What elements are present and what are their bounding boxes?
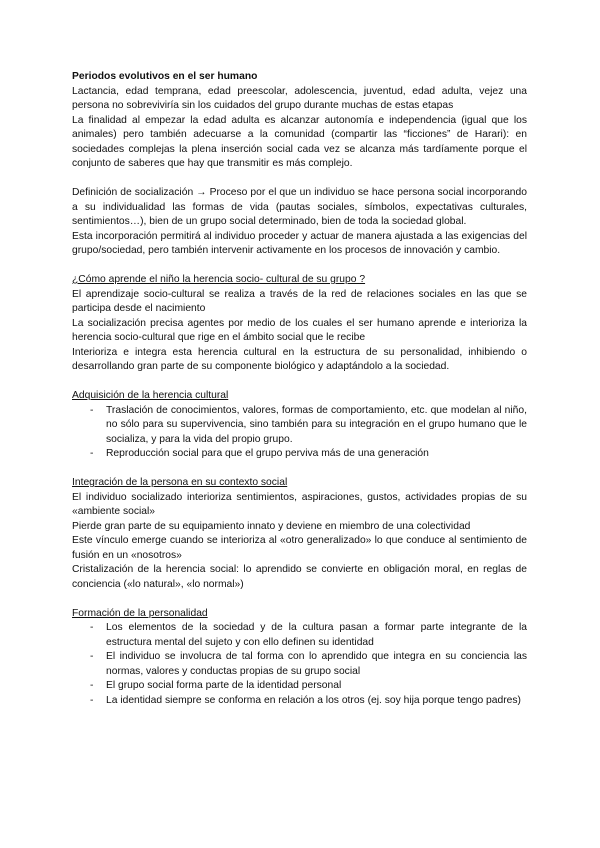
formacion-list: [72, 621, 527, 708]
paragraph: Pierde gran parte de su equipamiento innato y deviene en miembro de una colectividad: [72, 520, 471, 532]
section-title-periodos: Periodos evolutivos en el ser humano: [72, 71, 258, 82]
adquisicion-list: [72, 404, 527, 462]
list-item: - El grupo social forma parte de la identidad personal: [72, 679, 527, 694]
section-heading-integracion: Integración de la persona en su contexto social: [72, 477, 288, 488]
paragraph: Esta incorporación permitirá al individuo proceder y actuar de manera ajustada a las exigencias del grupo/sociedad, pero también intervenir activamente en los procesos de innovación y cambio.: [72, 230, 527, 256]
list-item: - Traslación de conocimientos, valores, formas de comportamiento, etc. que modelan al niño, no sólo para su supervivencia, sino también para su integración en el grupo humano que le socializa, y para la vida del propio grupo.: [72, 404, 527, 448]
paragraph: Interioriza e integra esta herencia cultural en la estructura de su personalidad, inhibiendo o desarrollando gran parte de su componente biológico y adaptándolo a la sociedad.: [72, 346, 527, 372]
paragraph: Cristalización de la herencia social: lo aprendido se convierte en obligación moral, en reglas de conciencia («lo natural», «lo normal»): [72, 564, 527, 590]
paragraph: El aprendizaje socio-cultural se realiza a través de la red de relaciones sociales en las que se participa desde el nacimiento: [72, 288, 527, 314]
list-item: - La identidad siempre se conforma en relación a los otros (ej. soy hija porque tengo padres): [72, 694, 527, 709]
section-heading-formacion: Formación de la personalidad: [72, 607, 208, 619]
paragraph: El individuo socializado interioriza sentimientos, aspiraciones, gustos, actividades propias de su «ambiente social»: [72, 491, 527, 517]
document-page: [72, 70, 527, 708]
paragraph: La socialización precisa agentes por medio de los cuales el ser humano aprende e interioriza la herencia socio-cultural que rige en el ámbito social que le recibe: [72, 317, 527, 343]
paragraph: Definición de socialización → Proceso por el que un individuo se hace persona social incorporando a su individualidad las formas de vida (pautas sociales, símbolos, expectativas culturales, sentimientos…), bien de un grupo social determinado, bien de toda la sociedad global.: [72, 187, 527, 227]
list-item: - Los elementos de la sociedad y de la cultura pasan a formar parte integrante de la estructura mental del sujeto y con ello definen su identidad: [72, 621, 527, 650]
list-item: - El individuo se involucra de tal forma con lo aprendido que integra en su conciencia las normas, valores y conductas propias de su grupo social: [72, 650, 527, 679]
list-item: - Reproducción social para que el grupo perviva más de una generación: [72, 447, 527, 462]
paragraph: Lactancia, edad temprana, edad preescolar, adolescencia, juventud, edad adulta, vejez una persona no sobreviviría sin los cuidados del grupo durante muchas de estas etapas: [72, 85, 527, 111]
section-heading-adquisicion: Adquisición de la herencia cultural: [72, 390, 229, 401]
paragraph: Este vínculo emerge cuando se interioriza al «otro generalizado» lo que conduce al sentimiento de fusión en un «nosotros»: [72, 535, 527, 561]
section-heading-como-aprende: ¿Cómo aprende el niño la herencia socio- cultural de su grupo ?: [72, 274, 366, 285]
paragraph: La finalidad al empezar la edad adulta es alcanzar autonomía e independencia (igual que los animales) pero también adecuarse a la comunidad (compartir las “ficciones” de Harari): en sociedades complejas la plena inserción social cada vez se alcanza más tardíamente porque el conjunto de saberes que hay que transmitir es más complejo.: [72, 114, 527, 169]
